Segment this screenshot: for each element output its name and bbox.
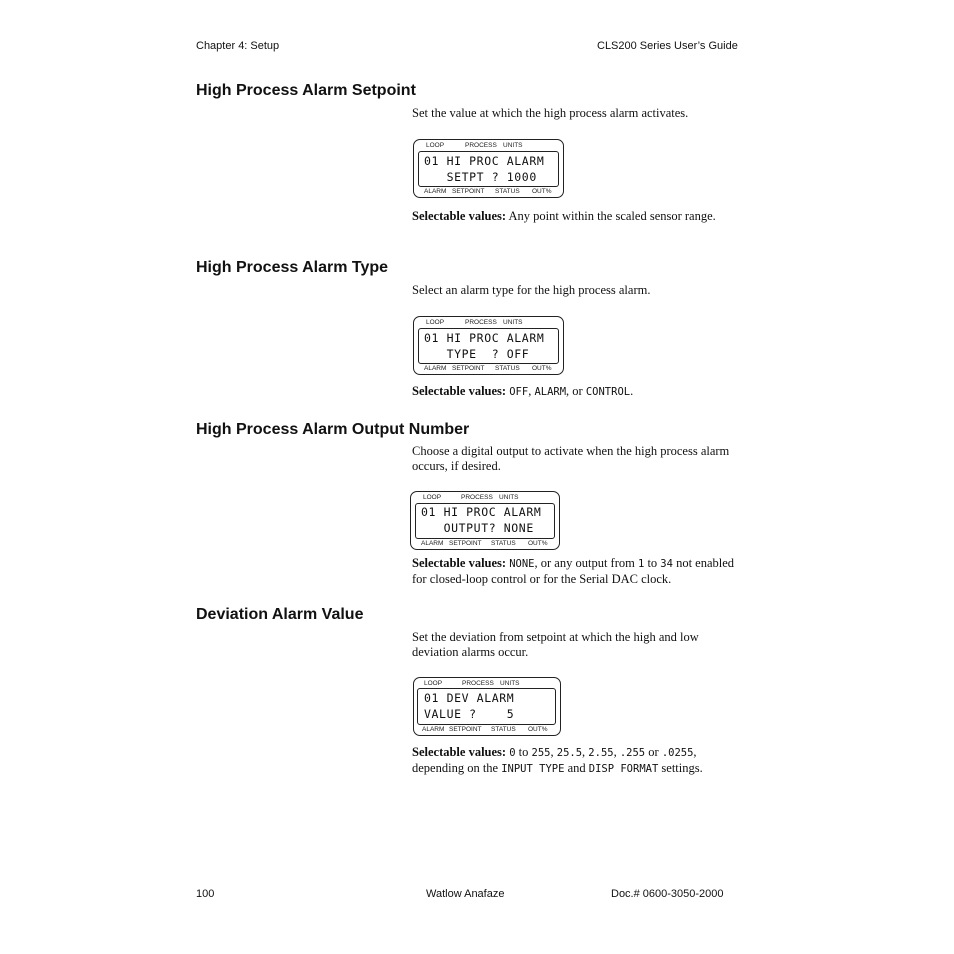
section-description: Choose a digital output to activate when the high process alarm occurs, if desired. xyxy=(412,444,730,473)
lcd-screen xyxy=(418,328,559,364)
panel-label-loop: LOOP xyxy=(426,319,445,326)
panel-label-out: OUT% xyxy=(532,365,552,372)
panel-label-status: STATUS xyxy=(495,188,520,195)
value-none: NONE xyxy=(509,558,535,570)
text-fragment: to xyxy=(515,745,532,759)
section-title-high-process-alarm-type: High Process Alarm Type xyxy=(196,259,389,276)
lcd-line-2: VALUE ? 5 xyxy=(424,707,515,721)
panel-label-setpoint: SETPOINT xyxy=(449,540,482,547)
param-disp-format: DISP FORMAT xyxy=(588,763,659,775)
text-fragment: and xyxy=(564,761,589,775)
selectable-values: Selectable values: 0 to 255, 25.5, 2.55, .255 or .0255, depending on the INPUT TYPE and DISP FORMAT settings. xyxy=(412,745,703,775)
value-25-5: 25.5 xyxy=(556,747,583,759)
value-to: 34 xyxy=(660,558,673,570)
text-fragment: not enabled for closed-loop control or for the Serial DAC clock. xyxy=(412,556,735,586)
panel-label-loop: LOOP xyxy=(424,680,443,687)
value-0: 0 xyxy=(509,747,516,759)
panel-label-loop: LOOP xyxy=(426,142,445,149)
lcd-panel xyxy=(410,491,560,550)
panel-label-loop: LOOP xyxy=(423,494,442,501)
lcd-line-2: OUTPUT? NONE xyxy=(421,521,534,535)
lcd-screen xyxy=(415,503,555,539)
panel-label-status: STATUS xyxy=(495,365,520,372)
lcd-line-1: 01 HI PROC ALARM xyxy=(421,505,542,519)
lcd-line-1: 01 HI PROC ALARM xyxy=(424,154,545,168)
section-title-high-process-alarm-output-number: High Process Alarm Output Number xyxy=(196,421,470,438)
text-fragment: to xyxy=(644,556,661,570)
panel-label-alarm: ALARM xyxy=(421,540,444,547)
lcd-line-1: 01 HI PROC ALARM xyxy=(424,331,545,345)
panel-label-setpoint: SETPOINT xyxy=(452,188,485,195)
panel-label-out: OUT% xyxy=(528,726,548,733)
panel-label-units: UNITS xyxy=(499,494,519,501)
value-point-255: .255 xyxy=(619,747,646,759)
panel-label-setpoint: SETPOINT xyxy=(452,365,485,372)
section-description: Set the value at which the high process alarm activates. xyxy=(412,106,689,120)
selectable-values xyxy=(412,556,742,587)
selectable-values xyxy=(412,209,742,224)
lcd-panel xyxy=(413,677,561,736)
selectable-label: Selectable values: xyxy=(412,384,507,398)
value-point-0255: .0255 xyxy=(661,747,694,759)
section-title-deviation-alarm-value: Deviation Alarm Value xyxy=(196,606,364,623)
text-fragment: , or any output from xyxy=(534,556,638,570)
panel-label-alarm: ALARM xyxy=(424,188,447,195)
panel-label-alarm: ALARM xyxy=(422,726,445,733)
lcd-screen xyxy=(417,688,556,725)
panel-label-units: UNITS xyxy=(503,319,523,326)
panel-label-alarm: ALARM xyxy=(424,365,447,372)
panel-label-process: PROCESS xyxy=(465,319,497,326)
panel-label-setpoint: SETPOINT xyxy=(449,726,482,733)
value-2-55: 2.55 xyxy=(588,747,614,759)
panel-label-units: UNITS xyxy=(500,680,520,687)
page-number: 100 xyxy=(196,888,215,900)
section-title-high-process-alarm-setpoint: High Process Alarm Setpoint xyxy=(196,82,416,99)
panel-label-units: UNITS xyxy=(503,142,523,149)
footer-doc-number: Doc.# 0600-3050-2000 xyxy=(611,888,724,900)
text-fragment: depending on the xyxy=(412,761,502,775)
param-input-type: INPUT TYPE xyxy=(501,763,565,775)
lcd-line-2: TYPE ? OFF xyxy=(424,347,530,361)
value-alarm: ALARM xyxy=(534,386,567,398)
section-description: Set the deviation from setpoint at which the high and low deviation alarms occur. xyxy=(412,630,699,659)
lcd-screen xyxy=(418,151,559,187)
selectable-label: Selectable values: xyxy=(412,209,507,223)
selectable-text: Any point within the scaled sensor range. xyxy=(506,209,716,223)
panel-label-process: PROCESS xyxy=(465,142,497,149)
selectable-values xyxy=(412,384,742,400)
lcd-line-2: SETPT ? 1000 xyxy=(424,170,537,184)
header-guide-title: CLS200 Series User’s Guide xyxy=(597,40,738,52)
lcd-panel xyxy=(413,316,564,375)
panel-label-out: OUT% xyxy=(528,540,548,547)
panel-label-status: STATUS xyxy=(491,540,516,547)
sentence-end: . xyxy=(630,384,634,398)
lcd-line-1: 01 DEV ALARM xyxy=(424,691,515,705)
header-chapter: Chapter 4: Setup xyxy=(196,40,280,52)
value-control: CONTROL xyxy=(585,386,631,398)
section-description: Select an alarm type for the high process alarm. xyxy=(412,283,651,297)
lcd-panel xyxy=(413,139,564,198)
panel-label-status: STATUS xyxy=(491,726,516,733)
value-255: 255 xyxy=(531,747,551,759)
value-off: OFF xyxy=(509,386,529,398)
separator: , xyxy=(528,384,535,398)
text-fragment: or xyxy=(645,745,662,759)
panel-label-process: PROCESS xyxy=(462,680,494,687)
separator: , or xyxy=(566,384,586,398)
value-from: 1 xyxy=(637,558,645,570)
selectable-label: Selectable values: xyxy=(412,556,507,570)
panel-label-process: PROCESS xyxy=(461,494,493,501)
text-fragment: settings. xyxy=(658,761,703,775)
panel-label-out: OUT% xyxy=(532,188,552,195)
selectable-label: Selectable values: xyxy=(412,745,507,759)
footer-company: Watlow Anafaze xyxy=(426,888,505,900)
